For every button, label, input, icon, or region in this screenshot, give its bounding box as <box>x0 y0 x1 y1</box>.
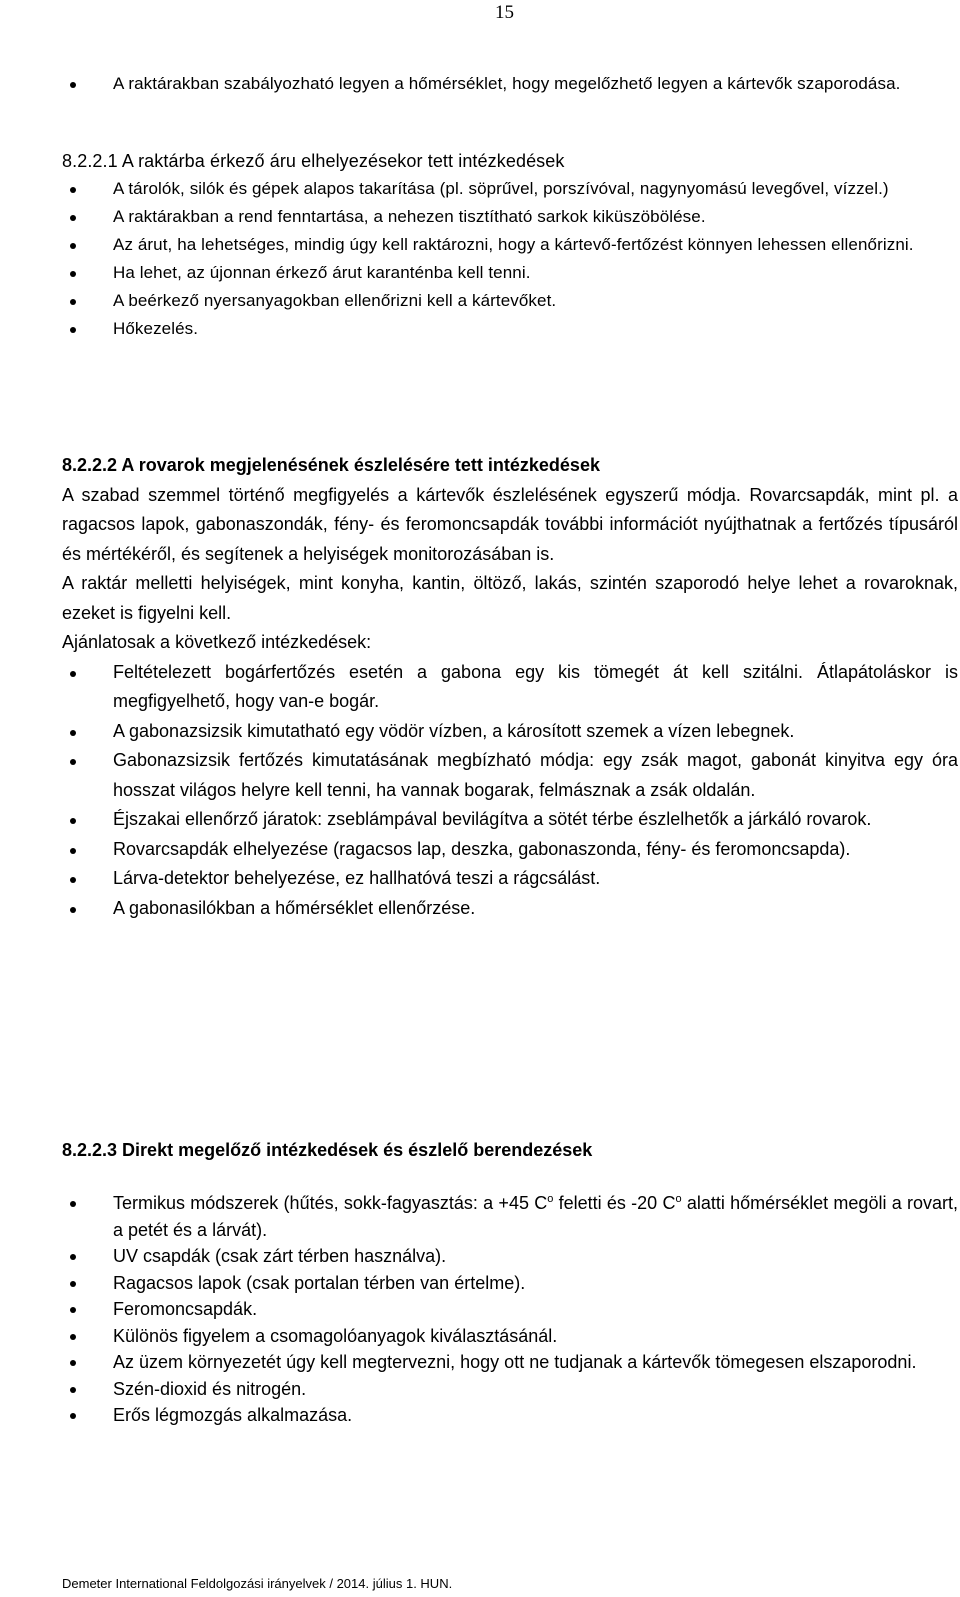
list-item: A raktárakban a rend fenntartása, a nehezen tisztítható sarkok kiküszöbölése. <box>62 203 958 231</box>
degree-superscript: o <box>675 1193 682 1205</box>
paragraph: A szabad szemmel történő megfigyelés a kártevők észlelésének egyszerű módja. Rovarcsapdák, mint pl. a ragacsos lapok, gabonaszondák, fény- és feromoncsapdák további információt nyújthatnak a fertőzés típusáról és mértékéről, és segítenek a helyiségek monitorozásában is. <box>62 484 958 564</box>
list-item: Szén-dioxid és nitrogén. <box>62 1376 958 1403</box>
list-item: Feltételezett bogárfertőzés esetén a gabona egy kis tömegét át kell szitálni. Átlapátoláskor is megfigyelhető, hogy van-e bogár. <box>62 658 958 717</box>
paragraph: A raktár melletti helyiségek, mint konyha, kantin, öltöző, lakás, szintén szaporodó helye lehet a rovaroknak, ezeket is figyelni kell. <box>62 573 958 623</box>
degree-superscript: o <box>547 1193 554 1205</box>
section-8-2-2-3 <box>62 1136 958 1429</box>
section-1-bullet-list <box>62 175 958 343</box>
list-item: Különös figyelem a csomagolóanyagok kiválasztásánál. <box>62 1323 958 1350</box>
section-8-2-2-1 <box>62 147 958 343</box>
list-item: Ragacsos lapok (csak portalan térben van értelme). <box>62 1270 958 1297</box>
list-item: Gabonazsizsik fertőzés kimutatásának megbízható módja: egy zsák magot, gabonát kinyitva egy óra hosszat világos helyre kell tenni, ha vannak bogarak, felmásznak a zsák oldalán. <box>62 746 958 805</box>
list-item: Feromoncsapdák. <box>62 1296 958 1323</box>
section-2-bullet-list <box>62 658 958 924</box>
thermal-text-part: Termikus módszerek (hűtés, sokk-fagyasztás: a +45 C <box>113 1193 548 1213</box>
list-item: Az üzem környezetét úgy kell megtervezni, hogy ott ne tudjanak a kártevők tömegesen elszaporodni. <box>62 1349 958 1376</box>
list-item: Az árut, ha lehetséges, mindig úgy kell raktározni, hogy a kártevő-fertőzést könnyen lehessen ellenőrizni. <box>62 231 958 259</box>
intro-bullet-list <box>62 70 958 98</box>
list-item: Hőkezelés. <box>62 315 958 343</box>
thermal-text-part: alatti hőmérséklet megöli a rovart, a petét és a lárvát). <box>113 1193 958 1240</box>
list-item: A gabonasilókban a hőmérséklet ellenőrzése. <box>62 894 958 924</box>
list-item: Éjszakai ellenőrző járatok: zseblámpával bevilágítva a sötét térbe észlelhetők a járkáló rovarok. <box>62 805 958 835</box>
section-3-bullet-list <box>62 1190 958 1429</box>
list-item: A beérkező nyersanyagokban ellenőrizni kell a kártevőket. <box>62 287 958 315</box>
page-footer: Demeter International Feldolgozási irányelvek / 2014. július 1. HUN. <box>62 1576 453 1591</box>
thermal-text-part: feletti és -20 C <box>553 1193 676 1213</box>
list-item: Erős légmozgás alkalmazása. <box>62 1402 958 1429</box>
section-8-2-2-2 <box>62 451 958 923</box>
section-heading: 8.2.2.2 A rovarok megjelenésének észlelésére tett intézkedések <box>62 455 600 475</box>
list-item: Ha lehet, az újonnan érkező árut karanténba kell tenni. <box>62 259 958 287</box>
paragraph: Ajánlatosak a következő intézkedések: <box>62 632 372 652</box>
list-item: A gabonazsizsik kimutatható egy vödör vízben, a károsított szemek a vízen lebegnek. <box>62 717 958 747</box>
list-item: A tárolók, silók és gépek alapos takarítása (pl. söprűvel, porszívóval, nagynyomású levegővel, vízzel.) <box>62 175 958 203</box>
list-item: Lárva-detektor behelyezése, ez hallhatóvá teszi a rágcsálást. <box>62 864 958 894</box>
section-heading: 8.2.2.1 A raktárba érkező áru elhelyezésekor tett intézkedések <box>62 151 565 171</box>
page-number: 15 <box>495 2 514 23</box>
list-item: A raktárakban szabályozható legyen a hőmérséklet, hogy megelőzhető legyen a kártevők szaporodása. <box>62 70 958 98</box>
list-item <box>62 1190 958 1243</box>
intro-section <box>62 70 958 98</box>
list-item: Rovarcsapdák elhelyezése (ragacsos lap, deszka, gabonaszonda, fény- és feromoncsapda). <box>62 835 958 865</box>
section-heading: 8.2.2.3 Direkt megelőző intézkedések és észlelő berendezések <box>62 1140 593 1160</box>
list-item: UV csapdák (csak zárt térben használva). <box>62 1243 958 1270</box>
